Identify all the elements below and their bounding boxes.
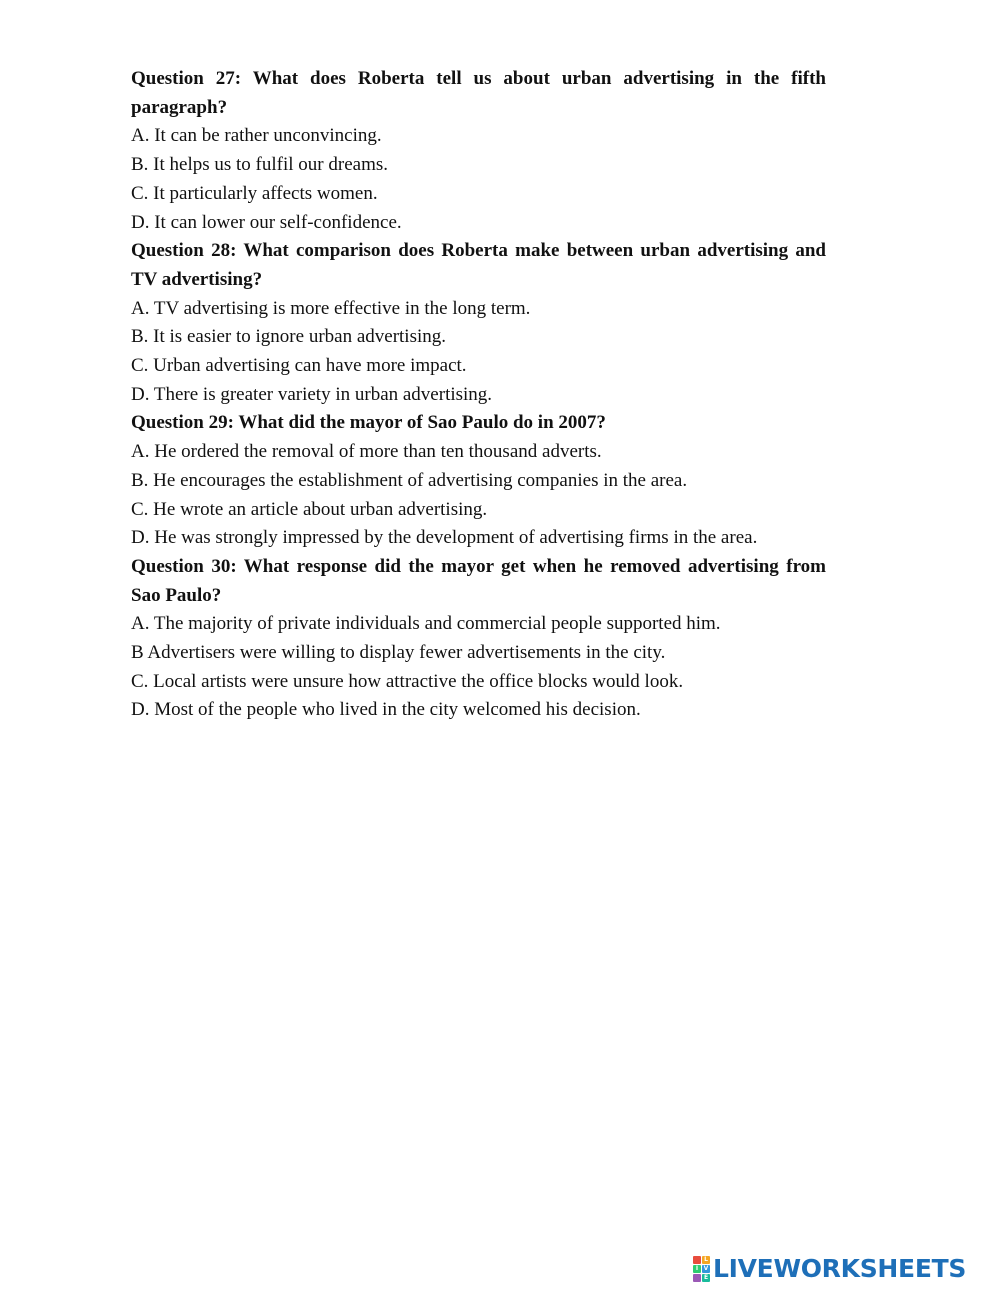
answer-options [131, 610, 826, 725]
answer-option-b: B. He encourages the establishment of advertising companies in the area. [131, 469, 688, 491]
logo-mark-cell: E [703, 1274, 709, 1281]
question-text: Question 28: What comparison does Roberta make between urban advertising and TV advertising? [131, 240, 826, 290]
answer-option-c: C. He wrote an article about urban advertising. [131, 498, 488, 520]
answer-options [131, 438, 826, 553]
answer-option-c: C. Local artists were unsure how attractive the office blocks would look. [131, 670, 684, 692]
answer-option-a: A. It can be rather unconvincing. [131, 125, 382, 147]
liveworksheets-logo [693, 1254, 966, 1284]
question-29 [131, 409, 826, 553]
logo-mark-cell [693, 1256, 701, 1264]
answer-option-c: C. It particularly affects women. [131, 182, 378, 204]
answer-option-c: C. Urban advertising can have more impact. [131, 355, 467, 377]
logo-text: LIVEWORKSHEETS [713, 1254, 967, 1283]
answer-option-d: D. Most of the people who lived in the city welcomed his decision. [131, 699, 641, 721]
answer-option-b: B Advertisers were willing to display fewer advertisements in the city. [131, 642, 666, 664]
answer-option-d: D. It can lower our self-confidence. [131, 211, 402, 233]
answer-option-a: A. The majority of private individuals and commercial people supported him. [131, 613, 721, 635]
question-text: Question 29: What did the mayor of Sao Paulo do in 2007? [131, 412, 606, 434]
answer-options [131, 295, 826, 410]
answer-option-d: D. There is greater variety in urban advertising. [131, 383, 493, 405]
answer-option-b: B. It helps us to fulfil our dreams. [131, 154, 388, 176]
logo-mark-cell: L [702, 1256, 710, 1264]
worksheet-content [131, 65, 826, 725]
answer-options [131, 122, 826, 237]
answer-option-b: B. It is easier to ignore urban advertising. [131, 326, 447, 348]
logo-mark-icon [693, 1256, 710, 1282]
logo-mark-cell: V [703, 1265, 709, 1272]
answer-option-a: A. TV advertising is more effective in the long term. [131, 297, 531, 319]
question-30 [131, 553, 826, 725]
question-28 [131, 237, 826, 409]
question-text: Question 27: What does Roberta tell us about urban advertising in the fifth paragraph? [131, 68, 826, 118]
answer-option-a: A. He ordered the removal of more than ten thousand adverts. [131, 441, 602, 463]
logo-mark-cell: I [693, 1265, 701, 1273]
answer-option-d: D. He was strongly impressed by the development of advertising firms in the area. [131, 527, 758, 549]
logo-mark-cell [693, 1274, 701, 1282]
question-text: Question 30: What response did the mayor get when he removed advertising from Sao Paulo? [131, 555, 826, 606]
question-27 [131, 65, 826, 237]
